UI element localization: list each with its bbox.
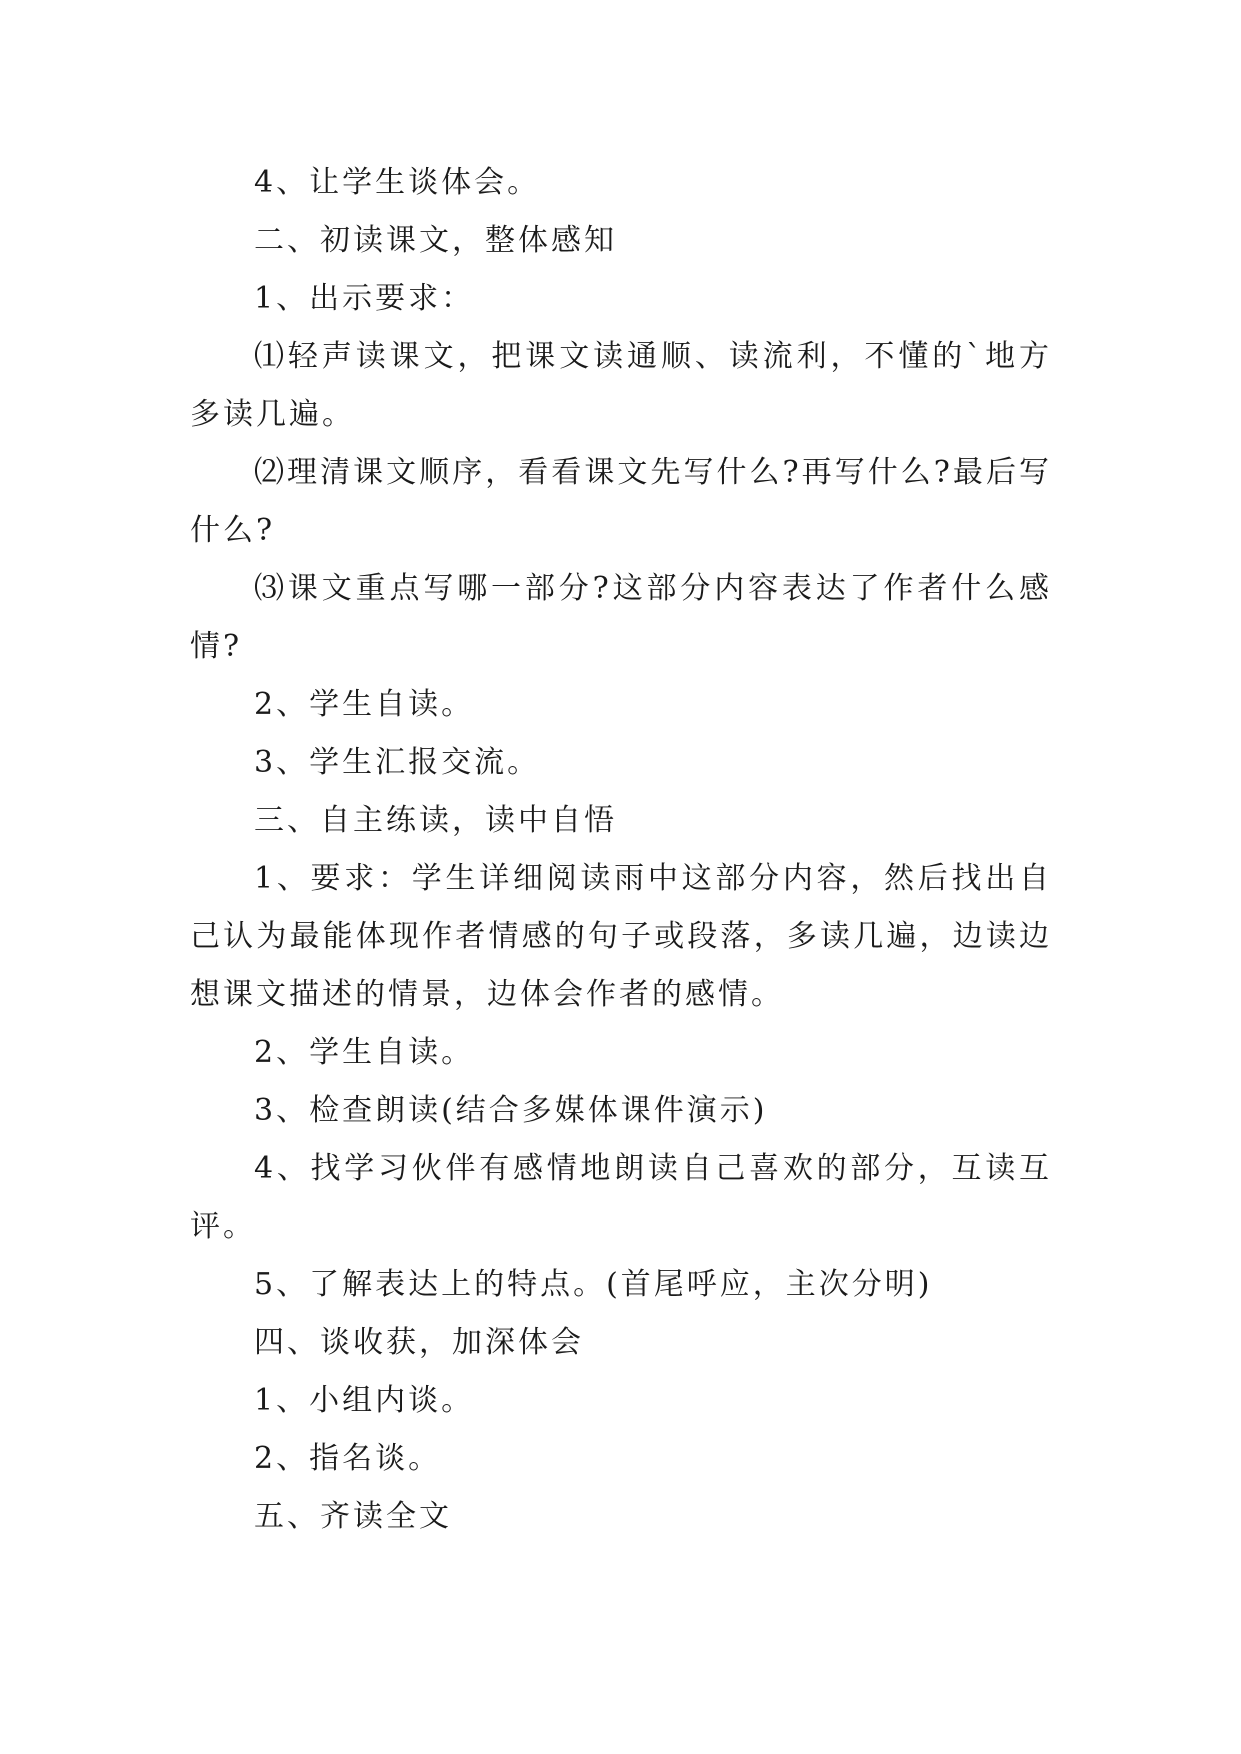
paragraph: 1、小组内谈。 [254,1383,475,1418]
paragraph: 4、找学习伙伴有感情地朗读自己喜欢的部分，互读互评。 [190,1151,1052,1244]
paragraph: ⑶课文重点写哪一部分?这部分内容表达了作者什么感情? [190,571,1052,664]
paragraph: 2、指名谈。 [254,1441,442,1476]
section-heading: 四、谈收获，加深体会 [254,1325,584,1360]
paragraph: 2、学生自读。 [254,1035,475,1070]
section-heading: 三、自主练读，读中自悟 [254,803,617,838]
paragraph: 1、出示要求： [254,281,475,316]
paragraph: 5、了解表达上的特点。(首尾呼应，主次分明) [254,1267,933,1302]
paragraph: 2、学生自读。 [254,687,475,722]
paragraph: ⑴轻声读课文，把课文读通顺、读流利，不懂的`地方多读几遍。 [190,339,1052,432]
section-heading: 二、初读课文，整体感知 [254,223,617,258]
paragraph: 1、要求：学生详细阅读雨中这部分内容，然后找出自己认为最能体现作者情感的句子或段落，多读几遍，边读边想课文描述的情景，边体会作者的感情。 [190,861,1052,1012]
document-body [190,154,1052,1546]
paragraph: ⑵理清课文顺序，看看课文先写什么?再写什么?最后写什么? [190,455,1052,548]
paragraph: 3、学生汇报交流。 [254,745,541,780]
section-heading: 五、齐读全文 [254,1499,452,1534]
paragraph: 4、让学生谈体会。 [254,165,541,200]
paragraph: 3、检查朗读(结合多媒体课件演示) [254,1093,768,1128]
